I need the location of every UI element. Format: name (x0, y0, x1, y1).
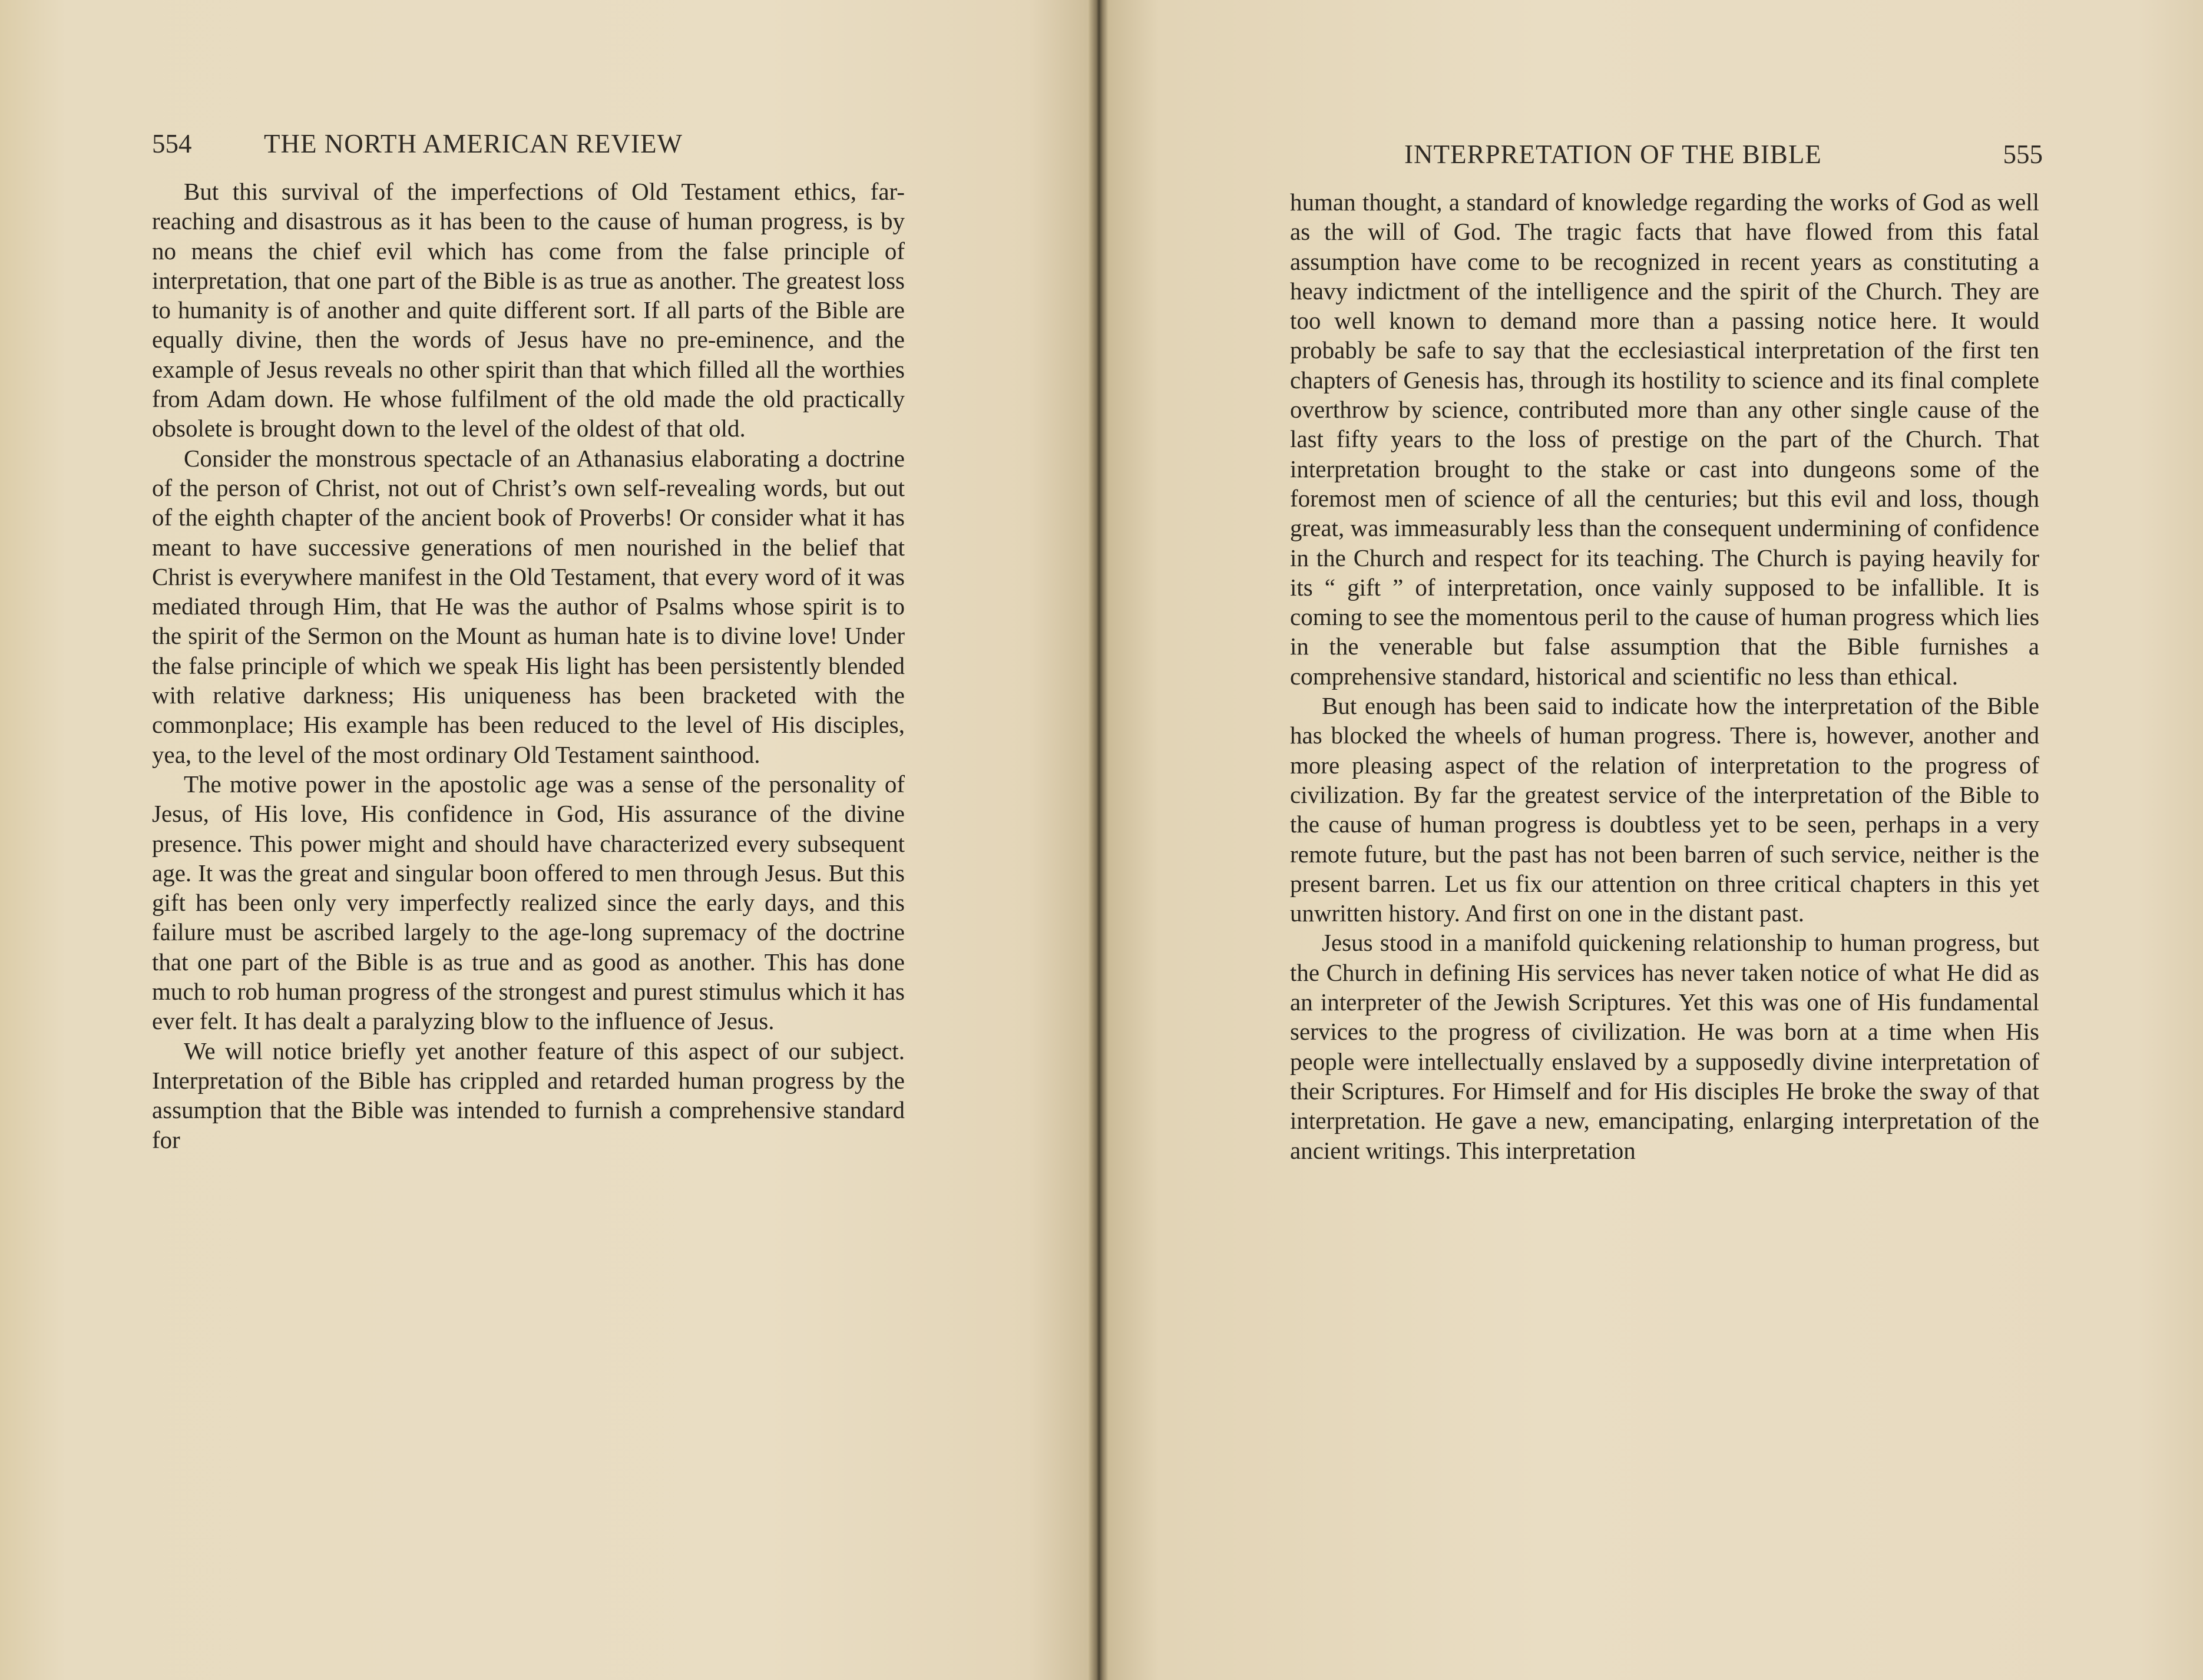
left-paragraph-4: We will notice briefly yet another feature of this aspect of our subject. Interpretation of the Bible has crippled and retarded human progress by the assumption that the Bible was intended to furnish a comprehensive standard for (152, 1037, 905, 1153)
left-paragraph-3: The motive power in the apostolic age was a sense of the personality of Jesus, of His love, His confidence in God, His assurance of the divine presence. This power might and should have characterized every subsequent age. It was the great and singular boon offered to men through Jesus. But this gift has been only very imperfectly realized since the early days, and this failure must be ascribed largely to the age-long supremacy of the doctrine that one part of the Bible is as true and as good as another. This has done much to rob human progress of the strongest and purest stimulus which it has ever felt. It has dealt a paralyzing blow to the influence of Jesus. (152, 770, 905, 1035)
left-running-head (152, 128, 902, 164)
right-body-text (1290, 187, 2039, 1165)
right-paragraph-3: Jesus stood in a manifold quickening relationship to human progress, but the Church in defining His services has never taken notice of what He did as an interpreter of the Jewish Scriptures. Yet this was one of His fundamental services to the progress of civilization. He was born at a time when His people were intellectually enslaved by a supposedly divine interpretation of their Scriptures. For Himself and for His disciples He broke the sway of that interpretation. He gave a new, emancipating, enlarging interpretation of the ancient writings. This interpretation (1290, 929, 2039, 1164)
right-running-head (1404, 139, 2043, 174)
right-page-number: 555 (2003, 140, 2043, 169)
right-paragraph-2: But enough has been said to indicate how the interpretation of the Bible has blocked the wheels of human progress. There is, however, another and more pleasing aspect of the relation of interpretation to the progress of civilization. By far the greatest service of the interpretation of the Bible to the cause of human progress is doubtless yet to be seen, perhaps in a very remote future, but the past has not been barren of such service, neither is the present barren. Let us fix our attention on three critical chapters in this yet unwritten history. And first on one in the distant past. (1290, 692, 2039, 927)
left-paragraph-2: Consider the monstrous spectacle of an Athanasius elaborating a doctrine of the person of Christ, not out of Christ’s own self-revealing words, but out of the eighth chapter of the ancient book of Proverbs! Or consider what it has meant to have successive generations of men nourished in the belief that Christ is everywhere manifest in the Old Testament, that every word of it was mediated through Him, that He was the author of Psalms whose spirit is to the spirit of the Sermon on the Mount as human hate is to divine love! Under the false principle of which we speak His light has been persistently blended with relative darkness; His uniqueness has been bracketed with the commonplace; His example has been reduced to the level of His disciples, yea, to the level of the most ordinary Old Testament sainthood. (152, 444, 905, 768)
left-body-text (152, 177, 905, 1155)
left-page (0, 0, 1094, 1680)
right-running-title: INTERPRETATION OF THE BIBLE (1404, 140, 1822, 169)
left-running-title: THE NORTH AMERICAN REVIEW (264, 129, 683, 158)
left-page-number: 554 (152, 129, 192, 158)
right-paragraph-1: human thought, a standard of knowledge regarding the works of God as well as the will of God. The tragic facts that have flowed from this fatal assumption have come to be recognized in recent years as constituting a heavy indictment of the intelligence and the spirit of the Church. They are too well known to demand more than a passing notice here. It would probably be safe to say that the ecclesiastical interpretation of the first ten chapters of Genesis has, through its hostility to science and its final complete overthrow by science, contributed more than any other single cause of the last fifty years to the loss of prestige on the part of the Church. That interpretation brought to the stake or cast into dungeons some of the foremost men of science of all the centuries; but this evil and loss, though great, was immeasurably less than the consequent undermining of confidence in the Church and respect for its teaching. The Church is paying heavily for its “ gift ” of interpretation, once vainly supposed to be infallible. It is coming to see the momentous peril to the cause of human progress which lies in the venerable but false assumption that the Bible furnishes a comprehensive standard, historical and scientific no less than ethical. (1290, 188, 2039, 690)
left-paragraph-1: But this survival of the imperfections of Old Testament ethics, far-reaching and disastrous as it has been to the cause of human progress, is by no means the chief evil which has come from the false principle of interpretation, that one part of the Bible is as true as another. The greatest loss to humanity is of another and quite different sort. If all parts of the Bible are equally divine, then the words of Jesus have no pre-eminence, and the example of Jesus reveals no other spirit than that which filled all the worthies from Adam down. He whose fulfilment of the old made the old practically obsolete is brought down to the level of the oldest of that old. (152, 178, 905, 442)
book-gutter (1089, 0, 1109, 1680)
